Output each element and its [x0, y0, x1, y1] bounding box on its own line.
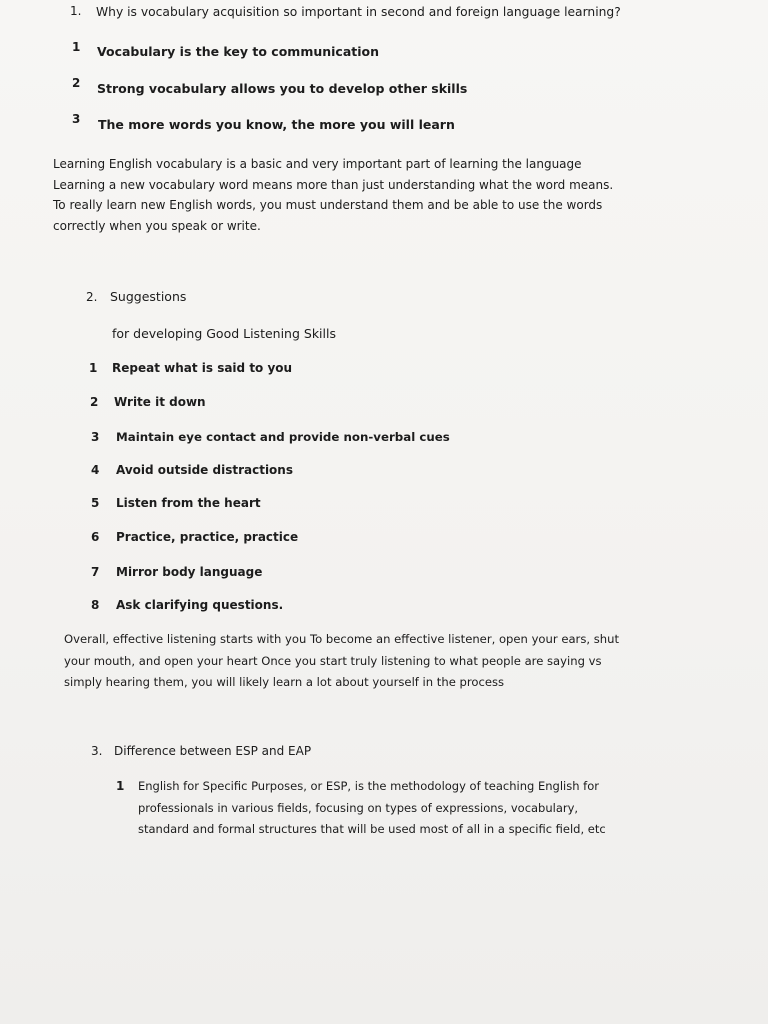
- list-item-text: Write it down: [114, 395, 206, 409]
- list-item-text: Vocabulary is the key to communication: [97, 44, 380, 59]
- list-item-text: Repeat what is said to you: [112, 361, 293, 375]
- list-item-number: 1: [72, 40, 81, 54]
- section-1-number: 1.: [70, 4, 82, 18]
- paragraph-line: English for Specific Purposes, or ESP, is the methodology of teaching English for: [138, 779, 599, 793]
- list-item-text: The more words you know, the more you will learn: [98, 117, 455, 132]
- section-2-number: 2.: [86, 290, 98, 304]
- paragraph-line: Learning English vocabulary is a basic and very important part of learning the language: [53, 157, 582, 171]
- list-item-number: 1: [116, 779, 125, 793]
- list-item-number: 3: [72, 112, 81, 126]
- list-item-text: Listen from the heart: [116, 496, 261, 510]
- section-2-subtitle: for developing Good Listening Skills: [112, 326, 336, 341]
- paragraph-line: simply hearing them, you will likely learn a lot about yourself in the process: [64, 675, 505, 689]
- section-1-paragraph: [53, 154, 613, 236]
- section-3-number: 3.: [91, 744, 103, 758]
- section-3-title: Difference between ESP and EAP: [114, 744, 312, 758]
- section-2-paragraph: [64, 629, 619, 694]
- list-item-number: 6: [91, 530, 100, 544]
- list-item-number: 1: [89, 361, 98, 375]
- list-item-number: 7: [91, 565, 100, 579]
- paragraph-line: Learning a new vocabulary word means more than just understanding what the word means.: [53, 177, 614, 192]
- paragraph-line: To really learn new English words, you must understand them and be able to use the words: [53, 198, 603, 212]
- section-3-item-text: [138, 776, 606, 841]
- paragraph-line: your mouth, and open your heart Once you start truly listening to what people are saying vs: [64, 653, 602, 668]
- paragraph-line: Overall, effective listening starts with you To become an effective listener, open your ears, shut: [64, 632, 620, 646]
- list-item-text: Maintain eye contact and provide non-verbal cues: [116, 430, 450, 444]
- list-item-text: Practice, practice, practice: [116, 530, 299, 544]
- paragraph-line: professionals in various fields, focusing on types of expressions, vocabulary,: [138, 800, 579, 815]
- list-item-text: Strong vocabulary allows you to develop other skills: [97, 81, 468, 96]
- list-item-text: Ask clarifying questions.: [116, 598, 284, 612]
- list-item-number: 3: [91, 430, 100, 444]
- section-2-title: Suggestions: [110, 289, 187, 304]
- list-item-text: Mirror body language: [116, 565, 263, 579]
- paragraph-line: standard and formal structures that will be used most of all in a specific field, etc: [138, 822, 606, 836]
- paragraph-line: correctly when you speak or write.: [53, 218, 261, 233]
- list-item-number: 4: [91, 463, 100, 477]
- list-item-text: Avoid outside distractions: [116, 463, 293, 477]
- section-1-question: Why is vocabulary acquisition so important in second and foreign language learning?: [96, 5, 621, 19]
- list-item-number: 8: [91, 598, 100, 612]
- list-item-number: 2: [72, 76, 81, 90]
- list-item-number: 2: [90, 395, 99, 409]
- list-item-number: 5: [91, 496, 100, 510]
